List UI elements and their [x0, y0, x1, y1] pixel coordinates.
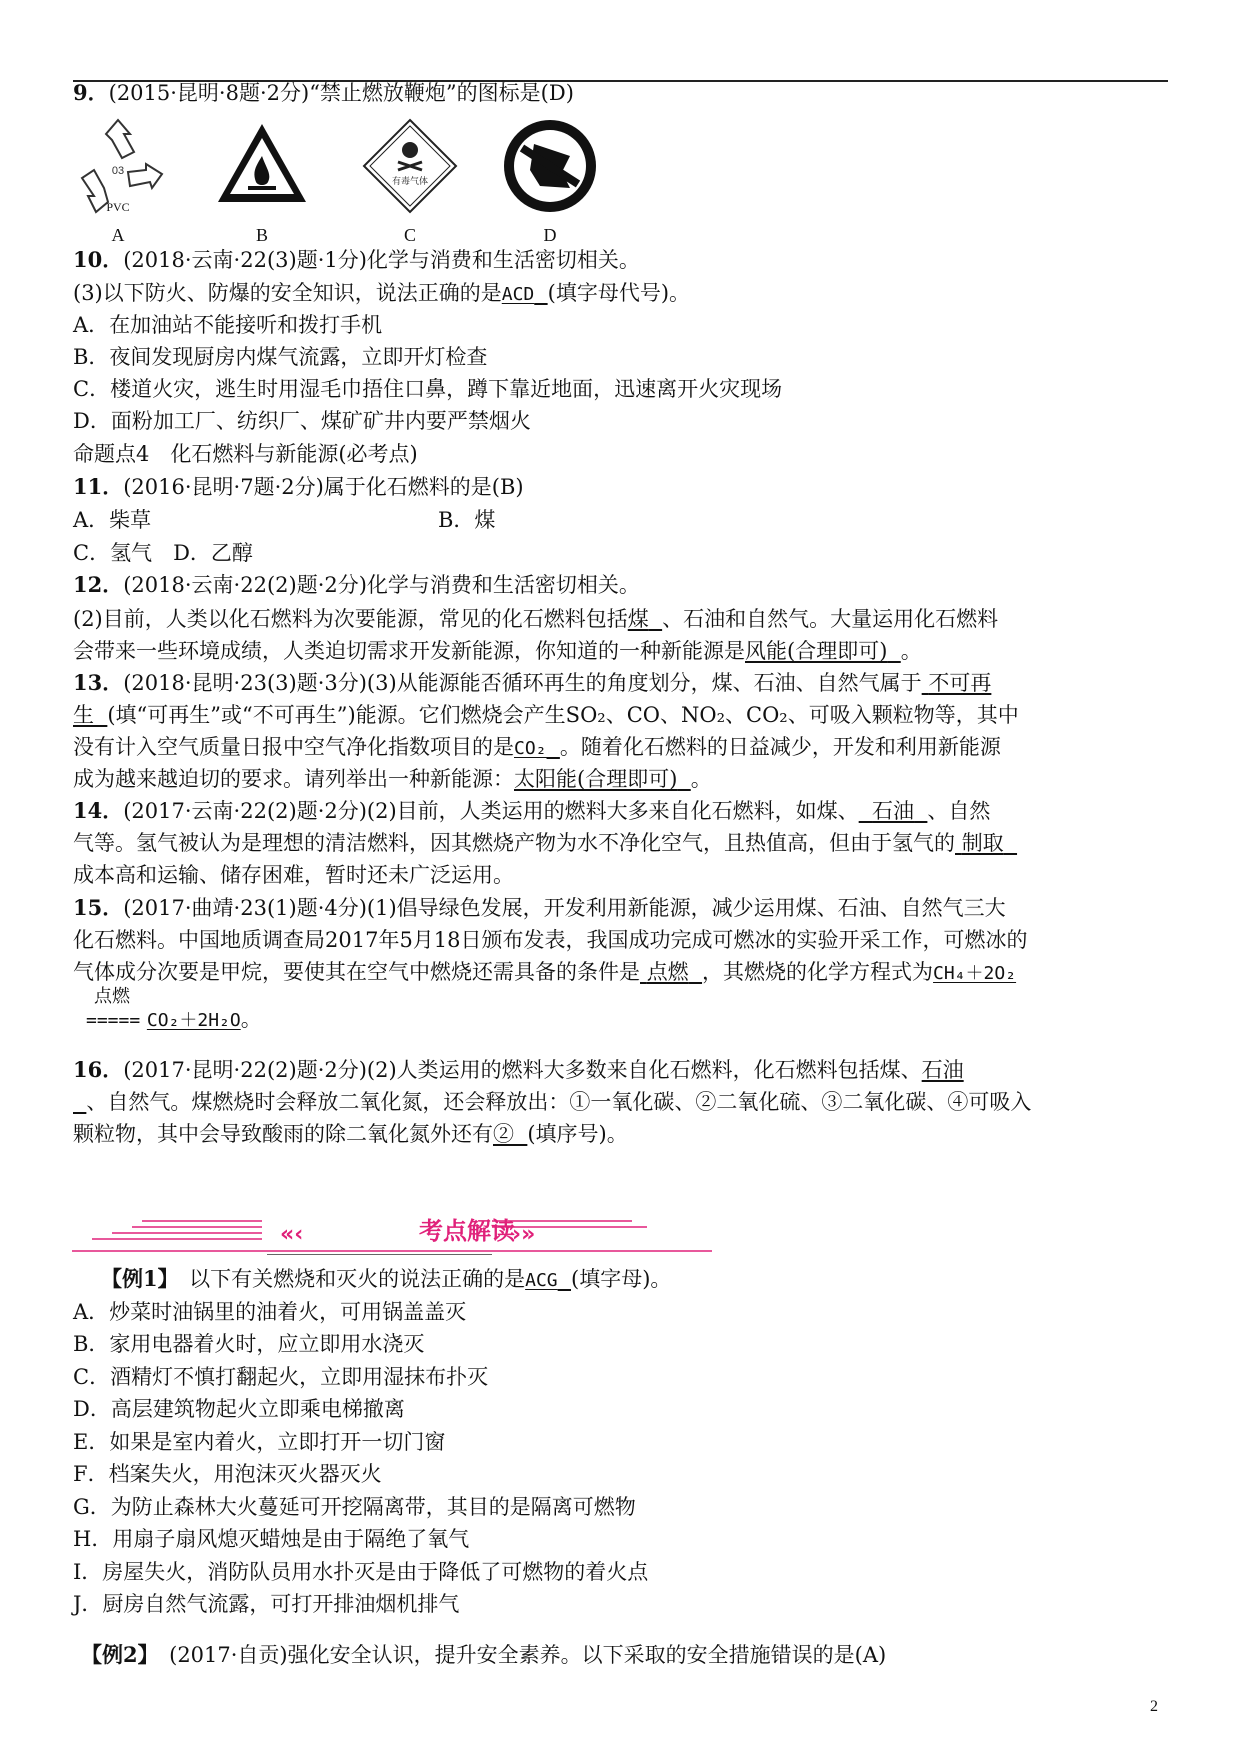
reaction-condition: 点燃: [94, 986, 130, 1007]
option: B．煤: [438, 508, 496, 532]
answer-blank: 煤: [627, 607, 649, 631]
answer-blank: ②: [493, 1122, 514, 1146]
option-label: B: [255, 225, 268, 245]
question-11: 11．(2016·昆明·7题·2分)属于化石燃料的是(B): [73, 474, 524, 499]
question-10: 10．(2018·云南·22(3)题·1分)化学与消费和生活密切相关。: [73, 247, 640, 272]
question-16: 16．(2017·昆明·22(2)题·2分)(2)人类运用的燃料大多数来自化石燃料，化石燃料包括煤、石油: [73, 1057, 964, 1082]
document-page: 9．(2015·昆明·8题·2分)“禁止燃放鞭炮”的图标是(D) 03 PVC A B 有毒气体 C D 10．(2018·云南·22(3)题·1分)化学与消费和生活密切相关。 (3)以下防火、防爆的安全知识，说法正确的是ACD (填字母代号)。 A．在加油站不能接听和拨打手机 B．夜间发现厨房内煤气流露，立即开灯检查 C．楼道火灾，逃生时用湿毛巾捂住口鼻，蹲下靠近地面，迅速离开火灾现场 D．面粉加工厂、纺织厂、煤矿矿井内要严禁烟火 命题点4 化石燃料与新能源(必考点) 11．(2016·昆明·7题·2分)属于化石燃料的是(B) A．柴草 B．煤 C．氢气 D．乙醇 12．(2018·云南·22(2)题·2分)化学与消费和生活密切相关。 (2)目前，人类以化石燃料为次要能源，常见的化石燃料包括煤 、石油和自然气。大量运用化石燃料 会带来一些环境成绩，人类迫切需求开发新能源，你知道的一种新能源是风能(合理即可) 。 13．(2018·昆明·23(3)题·3分)(3)从能源能否循环再生的角度划分，煤、石油、自然气属于 不可再 生 (填“可再生”或“不可再生”)能源。它们燃烧会产生SO₂、CO、NO₂、CO₂、可吸入颗粒物等，其中 没有计入空气质量日报中空气净化指数项目的是CO₂ 。随着化石燃料的日益减少，开发和利用新能源 成为越来越迫切的要求。请列举出一种新能源：太阳能(合理即可) 。 14．(2017·云南·22(2)题·2分)(2)目前，人类运用的燃料大多来自化石燃料，如煤、 石油 、自然 气等。氢气被认为是理想的清洁燃料，因其燃烧产物为水不净化空气，且热值高，但由于氢气的 制取 成本高和运输、储存困难，暂时还未广泛运用。 15．(2017·曲靖·23(1)题·4分)(1)倡导绿色发展，开发利用新能源，减少运用煤、石油、自然气三大 化石燃料。中国地质调查局2017年5月18日颁布发表，我国成功完成可燃冰的实验开采工作，可燃冰的 气体成分次要是甲烷，要使其在空气中燃烧还需具备的条件是 点燃 ，其燃烧的化学方程式为CH₄＋2O₂ 点燃 ===== CO₂＋2H₂O。 16．(2017·昆明·22(2)题·2分)(2)人类运用的燃料大多数来自化石燃料，化石燃料包括煤、石油 、自然气。煤燃烧时会释放二氧化氮，还会释放出：①一氧化碳、②二氧化硫、③二氧化碳、④可吸入 颗粒物，其中会导致酸雨的除二氧化氮外还有② (填序号)。 «‹ ›» 考点解读 【例1】 以下有关燃烧和灭火的说法正确的是ACG (填字母)。 A．炒菜时油锅里的油着火，可用锅盖盖灭 B．家用电器着火时，应立即用水浇灭 C．酒精灯不慎打翻起火，立即用湿抹布扑灭 D．高层建筑物起火立即乘电梯撤离 E．如果是室内着火，立即打开一切门窗 F．档案失火，用泡沫灭火器灭火 G．为防止森林大火蔓延可开挖隔离带，其目的是隔离可燃物 H．用扇子扇风熄灭蜡烛是由于隔绝了氧气 I．房屋失火，消防队员用水扑灭是由于降低了可燃物的着火点 J．厨房自然气流露，可打开排油烟机排气 【例2】 (2017·自贡)强化安全认识，提升安全素养。以下采取的安全措施错误的是(A) 2: [0, 0, 1241, 1754]
question-13: 13．(2018·昆明·23(3)题·3分)(3)从能源能否循环再生的角度划分，煤、石油、自然气属于 不可再: [73, 670, 992, 695]
option-label: C: [403, 225, 416, 245]
option: D．面粉加工厂、纺织厂、煤矿矿井内要严禁烟火: [73, 409, 531, 433]
answer-blank: 太阳能(合理即可): [514, 767, 678, 791]
option: J．厨房自然气流露，可打开排油烟机排气: [73, 1592, 460, 1616]
option: F．档案失火，用泡沫灭火器灭火: [73, 1462, 382, 1486]
option: A．柴草: [73, 508, 152, 532]
banner-title: 考点解读: [419, 1217, 515, 1245]
question-10-sub: (3)以下防火、防爆的安全知识，说法正确的是ACD (填字母代号)。: [73, 281, 691, 305]
question-15: 15．(2017·曲靖·23(1)题·4分)(1)倡导绿色发展，开发利用新能源，减少运用煤、石油、自然气三大: [73, 895, 1006, 920]
option: A．在加油站不能接听和拨打手机: [73, 313, 383, 337]
equation-sign: =====: [86, 1010, 141, 1031]
option: H．用扇子扇风熄灭蜡烛是由于隔绝了氧气: [73, 1527, 470, 1551]
question-12: 12．(2018·云南·22(2)题·2分)化学与消费和生活密切相关。: [73, 572, 640, 597]
svg-text:«‹: «‹: [280, 1222, 304, 1247]
option: C．氢气 D．乙醇: [73, 541, 253, 565]
flammable-warning-icon: [212, 116, 312, 246]
answer-blank: 石油: [872, 799, 915, 823]
question-text: (2015·昆明·8题·2分)“禁止燃放鞭炮”的图标是(D): [108, 81, 574, 105]
option: C．楼道火灾，逃生时用湿毛巾捂住口鼻，蹲下靠近地面，迅速离开火灾现场: [73, 377, 783, 401]
answer-blank: 制取: [961, 831, 1004, 855]
answer-blank: ACD: [501, 284, 535, 305]
svg-text:有毒气体: 有毒气体: [391, 177, 429, 187]
no-firecrackers-icon: [500, 116, 600, 246]
answer-blank: 不可再: [928, 671, 992, 695]
section-banner: [72, 1213, 712, 1255]
answer-blank: 风能(合理即可): [745, 639, 888, 663]
option: E．如果是室内着火，立即打开一切门窗: [73, 1430, 446, 1454]
option: G．为防止森林大火蔓延可开挖隔离带，其目的是隔离可燃物: [73, 1495, 636, 1519]
option: D．高层建筑物起火立即乘电梯撤离: [73, 1397, 405, 1421]
section-heading: 命题点4 化石燃料与新能源(必考点): [73, 442, 418, 466]
answer-blank: 石油: [921, 1058, 964, 1082]
svg-text:03: 03: [111, 165, 125, 177]
answer-blank: ACG: [525, 1270, 558, 1291]
option: A．炒菜时油锅里的油着火，可用锅盖盖灭: [73, 1300, 467, 1324]
example-1: 【例1】 以下有关燃烧和灭火的说法正确的是ACG (填字母)。: [101, 1266, 672, 1291]
option-label: A: [111, 225, 125, 245]
answer-blank: CH₄＋2O₂: [933, 963, 1017, 984]
answer-blank: CO₂＋2H₂O: [146, 1010, 241, 1031]
pvc-caption: PVC: [106, 200, 130, 214]
option: B．家用电器着火时，应立即用水浇灭: [73, 1332, 425, 1356]
svg-text:›»: ›»: [512, 1222, 536, 1247]
option: B．夜间发现厨房内煤气流露，立即开灯检查: [73, 345, 488, 369]
question-9-icons: [76, 116, 676, 256]
question-number: 9．: [73, 80, 109, 105]
answer-blank: CO₂: [514, 738, 547, 759]
option: I．房屋失火，消防队员用水扑灭是由于降低了可燃物的着火点: [73, 1560, 649, 1584]
answer-blank: 生: [73, 703, 94, 727]
example-2: 【例2】 (2017·自贡)强化安全认识，提升安全素养。以下采取的安全措施错误的是(A): [81, 1642, 887, 1667]
answer-blank: 点燃: [646, 960, 689, 984]
question-9: [73, 78, 574, 108]
page-number: 2: [1150, 1698, 1158, 1715]
toxic-gas-icon: [360, 116, 460, 246]
question-14: 14．(2017·云南·22(2)题·2分)(2)目前，人类运用的燃料大多来自化石燃料，如煤、 石油 、自然: [73, 798, 991, 823]
option: C．酒精灯不慎打翻起火，立即用湿抹布扑灭: [73, 1365, 489, 1389]
option-label: D: [543, 225, 557, 245]
recycle-pvc-icon: [68, 116, 168, 246]
